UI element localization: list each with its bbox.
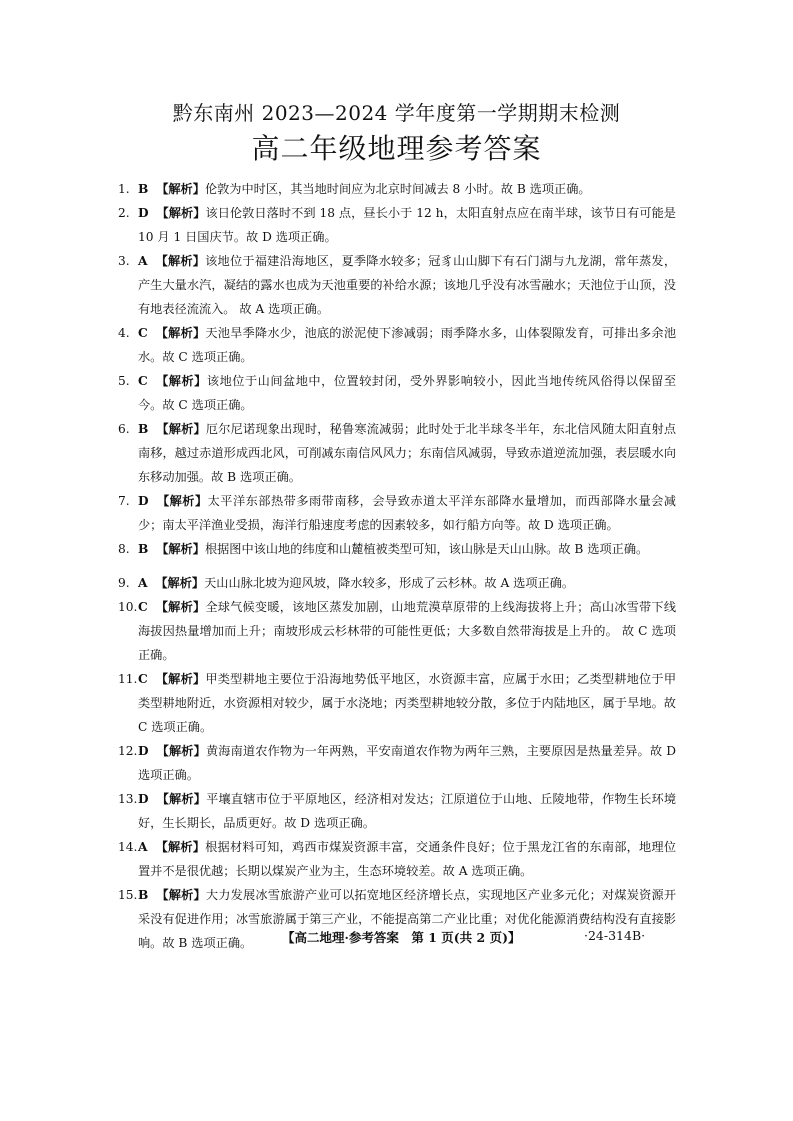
analysis-tag: 【解析】	[156, 792, 207, 806]
analysis-tag: 【解析】	[155, 840, 206, 854]
analysis-text: 大力发展冰雪旅游产业可以拓宽地区经济增长点，实现地区产业多元化；对煤炭资源开采没有促进作用；冰雪旅游属于第三产业，不能提高第二产业比重；对优化能源消费结构没有直接影响。故 B 选项正确。	[138, 888, 677, 950]
answer-choice: C	[138, 600, 148, 614]
answer-choice: A	[138, 840, 148, 854]
question-number: 14.	[118, 840, 138, 854]
exam-title: 黔东南州 2023—2024 学年度第一学期期末检测	[172, 101, 621, 125]
question-number: 5.	[118, 374, 130, 388]
analysis-tag: 【解析】	[155, 326, 206, 340]
question-number: 2.	[118, 206, 130, 220]
analysis-text: 天池旱季降水少，池底的淤泥使下渗减弱；雨季降水多，山体裂隙发育，可排出多余池水。故 C 选项正确。	[138, 326, 677, 364]
analysis-tag: 【解析】	[156, 542, 205, 556]
answer-item-9	[118, 571, 676, 595]
analysis-text: 伦敦为中时区，其当地时间应为北京时间减去 8 小时。故 B 选项正确。	[204, 182, 591, 196]
answer-item-1	[118, 177, 676, 201]
question-number: 3.	[118, 254, 130, 268]
answer-choice: B	[138, 888, 149, 902]
question-number: 1.	[118, 182, 130, 196]
answer-item-3	[118, 249, 676, 321]
answer-list	[118, 177, 676, 955]
analysis-tag: 【解析】	[155, 600, 206, 614]
analysis-tag: 【解析】	[156, 744, 206, 758]
question-number: 9.	[118, 576, 130, 590]
answer-choice: B	[138, 422, 149, 436]
answer-choice: A	[138, 254, 148, 268]
answer-choice: A	[138, 576, 148, 590]
answer-item-12	[118, 739, 676, 787]
analysis-text: 全球气候变暖，该地区蒸发加剧，山地荒漠草原带的上线海拔将上升；高山冰雪带下线海拔因热量增加而上升；南坡形成云杉林带的可能性更低；大多数自然带海拔是上升的。 故 C 选项正确。	[138, 600, 677, 662]
question-number: 12.	[118, 744, 138, 758]
analysis-tag: 【解析】	[156, 888, 206, 902]
answer-choice: C	[138, 672, 148, 686]
footer-code: ·24-314B·	[584, 928, 646, 943]
answer-choice: C	[138, 374, 148, 388]
answer-item-13	[118, 787, 676, 835]
analysis-text: 黄海南道农作物为一年两熟，平安南道农作物为两年三熟，主要原因是热量差异。故 D 选项正确。	[138, 744, 677, 782]
answer-choice: B	[138, 542, 149, 556]
answer-choice: D	[138, 792, 149, 806]
question-number: 8.	[118, 542, 130, 556]
analysis-tag: 【解析】	[155, 254, 206, 268]
answer-item-5	[118, 369, 676, 417]
analysis-text: 该地位于福建沿海地区，夏季降水较多；冠豸山山脚下有石门湖与九龙湖，常年蒸发，产生大量水汽，凝结的露水也成为天池重要的补给水源；该地几乎没有冰雪融水；天池位于山顶，没有地表径流流入。 故 A 选项正确。	[138, 254, 677, 316]
analysis-tag: 【解析】	[155, 576, 205, 590]
answer-item-7	[118, 489, 676, 537]
answer-choice: B	[138, 182, 149, 196]
answer-item-4	[118, 321, 676, 369]
answer-choice: D	[138, 744, 149, 758]
analysis-tag: 【解析】	[156, 494, 208, 508]
answer-item-6	[118, 417, 676, 489]
answer-item-11	[118, 667, 676, 739]
analysis-tag: 【解析】	[156, 374, 207, 388]
question-number: 6.	[118, 422, 130, 436]
analysis-text: 根据图中该山地的纬度和山麓植被类型可知，该山脉是天山山脉。故 B 选项正确。	[204, 542, 649, 556]
answer-choice: C	[138, 326, 148, 340]
answer-item-14	[118, 835, 676, 883]
analysis-tag: 【解析】	[156, 206, 206, 220]
analysis-text: 厄尔尼诺现象出现时，秘鲁寒流减弱；此时处于北半球冬半年，东北信风随太阳直射点南移，越过赤道形成西北风，可削减东南信风风力；东南信风减弱，导致赤道逆流加强，表层暖水向东移动加强。故 B 选项正确。	[138, 422, 677, 484]
question-number: 11.	[118, 672, 138, 686]
analysis-text: 甲类型耕地主要位于沿海地势低平地区，水资源丰富，应属于水田；乙类型耕地位于甲类型耕地附近，水资源相对较少，属于水浇地；丙类型耕地较分散，多位于内陆地区，属于旱地。故 C 选项正确。	[138, 672, 677, 734]
analysis-tag: 【解析】	[155, 672, 206, 686]
answer-item-10	[118, 595, 676, 667]
answer-choice: D	[138, 206, 149, 220]
footer-page-info: 【高二地理·参考答案 第 1 页(共 2 页)】	[282, 930, 521, 945]
question-number: 4.	[118, 326, 130, 340]
answer-item-2	[118, 201, 676, 249]
analysis-tag: 【解析】	[156, 422, 206, 436]
question-number: 7.	[118, 494, 130, 508]
answer-item-8	[118, 537, 676, 561]
analysis-text: 该日伦敦日落时不到 18 点，昼长小于 12 h，太阳直射点应在南半球，该节日有可能是 10 月 1 日国庆节。故 D 选项正确。	[138, 206, 676, 244]
analysis-text: 太平洋东部热带多雨带南移，会导致赤道太平洋东部降水量增加，而西部降水量会减少；南太平洋渔业受损，海洋行船速度考虑的因素较多，如行船方向等。故 D 选项正确。	[138, 494, 676, 532]
document-title: 高二年级地理参考答案	[251, 132, 542, 165]
analysis-text: 天山山脉北坡为迎风坡，降水较多，形成了云杉林。故 A 选项正确。	[204, 576, 575, 590]
analysis-text: 平壤直辖市位于平原地区，经济相对发达；江原道位于山地、丘陵地带，作物生长环境好，生长期长，品质更好。故 D 选项正确。	[138, 792, 677, 830]
question-number: 10.	[118, 600, 138, 614]
analysis-tag: 【解析】	[156, 182, 205, 196]
answer-choice: D	[138, 494, 149, 508]
analysis-text: 该地位于山间盆地中，位置较封闭，受外界影响较小，因此当地传统风俗得以保留至今。故 C 选项正确。	[138, 374, 677, 412]
question-number: 13.	[118, 792, 138, 806]
question-number: 15.	[118, 888, 138, 902]
analysis-text: 根据材料可知，鸡西市煤炭资源丰富，交通条件良好；位于黑龙江省的东南部，地理位置并不是很优越；长期以煤炭产业为主，生态环境较差。故 A 选项正确。	[138, 840, 677, 878]
spacer	[118, 561, 676, 571]
